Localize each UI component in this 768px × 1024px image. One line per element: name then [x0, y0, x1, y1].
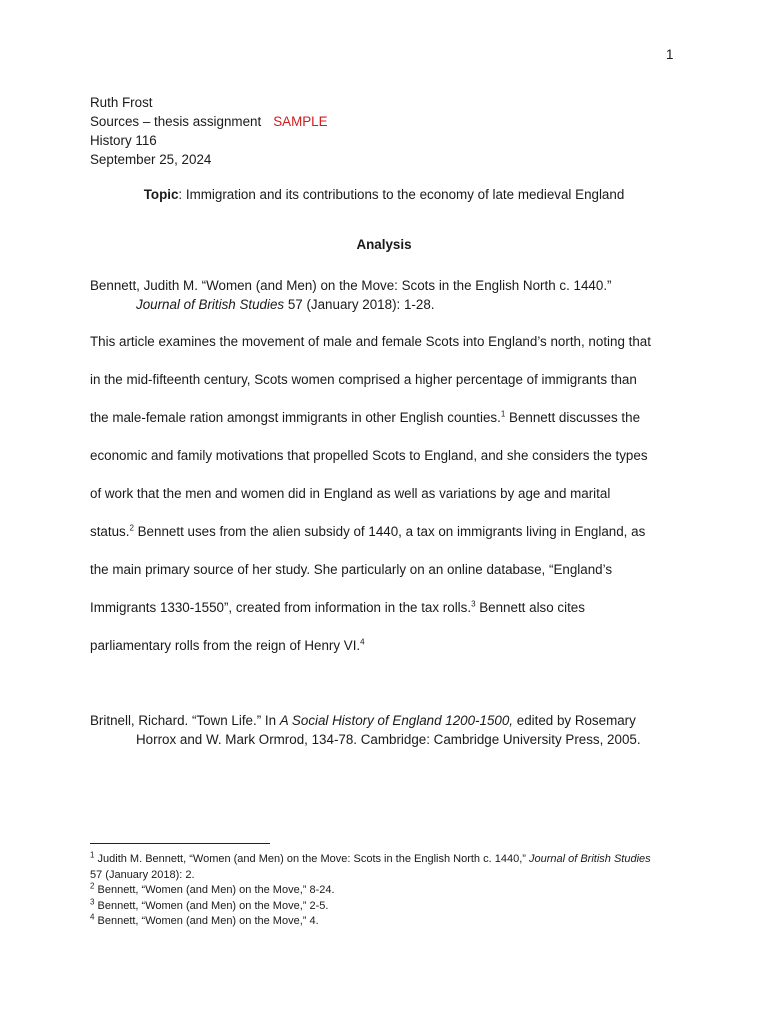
journal-title: Journal of British Studies [136, 297, 285, 312]
paragraph-text: the male-female ration amongst immigrants in other English counties. [90, 410, 501, 425]
course-name: History 116 [90, 133, 157, 148]
footnotes [90, 852, 690, 930]
citation-line: Bennett, Judith M. “Women (and Men) on the Move: Scots in the English North c. 1440.” [90, 278, 612, 293]
analysis-paragraph [90, 332, 690, 674]
topic-text: : Immigration and its contributions to the economy of late medieval England [178, 187, 625, 202]
topic-line [0, 187, 768, 202]
footnote-ref[interactable]: 4 [360, 637, 365, 647]
footnote-number: 1 [90, 850, 95, 860]
footnote-text: Bennett, “Women (and Men) on the Move,” 8-24. [94, 884, 335, 896]
paragraph-text: Bennett discusses the [505, 410, 641, 425]
paragraph-line [90, 636, 690, 674]
citation-britnell [90, 711, 690, 749]
citation-text: Britnell, Richard. “Town Life.” In [90, 713, 280, 728]
journal-title: Journal of British Studies [528, 853, 651, 865]
assignment-line [90, 112, 328, 131]
paragraph-line [90, 408, 690, 446]
paragraph-line: economic and family motivations that propelled Scots to England, and she considers the types [90, 448, 648, 463]
book-title: A Social History of England 1200-1500, [279, 713, 514, 728]
assignment-title: Sources – thesis assignment [90, 114, 262, 129]
section-heading: Analysis [356, 237, 412, 252]
paragraph-text: Immigrants 1330-1550”, created from information in the tax rolls. [90, 600, 472, 615]
footnote-number: 3 [90, 896, 95, 906]
paragraph-line: This article examines the movement of male and female Scots into England’s north, noting that [90, 334, 651, 349]
footnote-text: Bennett, “Women (and Men) on the Move,” 4. [94, 915, 319, 927]
paragraph-text: parliamentary rolls from the reign of Henry VI. [90, 638, 361, 653]
topic-label: Topic [143, 187, 179, 202]
footnote-3 [90, 896, 690, 915]
citation-line: Horrox and W. Mark Ormrod, 134-78. Cambridge: Cambridge University Press, 2005. [136, 732, 641, 747]
citation-text: edited by Rosemary [513, 713, 636, 728]
citation-line [90, 711, 690, 730]
footnote-number: 4 [90, 912, 95, 922]
footnote-2 [90, 883, 690, 899]
page-number: 1 [666, 47, 674, 62]
footnote-ref[interactable]: 3 [471, 599, 476, 609]
footnote-ref[interactable]: 2 [129, 523, 134, 533]
footnote-text: Bennett, “Women (and Men) on the Move,” 2-5. [94, 899, 329, 912]
paragraph-text: Bennett uses from the alien subsidy of 1440, a tax on immigrants living in England, as [133, 524, 646, 539]
citation-line [90, 295, 690, 314]
citation-details: 57 (January 2018): 1-28. [284, 297, 435, 312]
footnote-1-cont: 57 (January 2018): 2. [90, 868, 195, 881]
paragraph-line: of work that the men and women did in England as well as variations by age and marital [90, 486, 611, 501]
paragraph-line [90, 598, 690, 636]
citation-bennett [90, 276, 690, 314]
header-block [90, 93, 328, 169]
paragraph-line [90, 522, 690, 560]
footnote-separator [90, 843, 270, 844]
footnote-text: Judith M. Bennett, “Women (and Men) on the Move: Scots in the English North c. 1440,” [94, 853, 529, 865]
footnote-4 [90, 914, 690, 930]
date: September 25, 2024 [90, 152, 212, 167]
paragraph-text: Bennett also cites [475, 600, 585, 615]
paragraph-line: in the mid-fifteenth century, Scots women comprised a higher percentage of immigrants than [90, 372, 637, 387]
footnote-1 [90, 852, 690, 868]
footnote-number: 2 [90, 881, 95, 891]
author-name: Ruth Frost [90, 95, 153, 110]
paragraph-line: the main primary source of her study. She particularly on an online database, “England’s [90, 562, 613, 577]
footnote-ref[interactable]: 1 [500, 409, 506, 419]
sample-label: SAMPLE [273, 114, 328, 129]
paragraph-text: status. [90, 524, 130, 539]
